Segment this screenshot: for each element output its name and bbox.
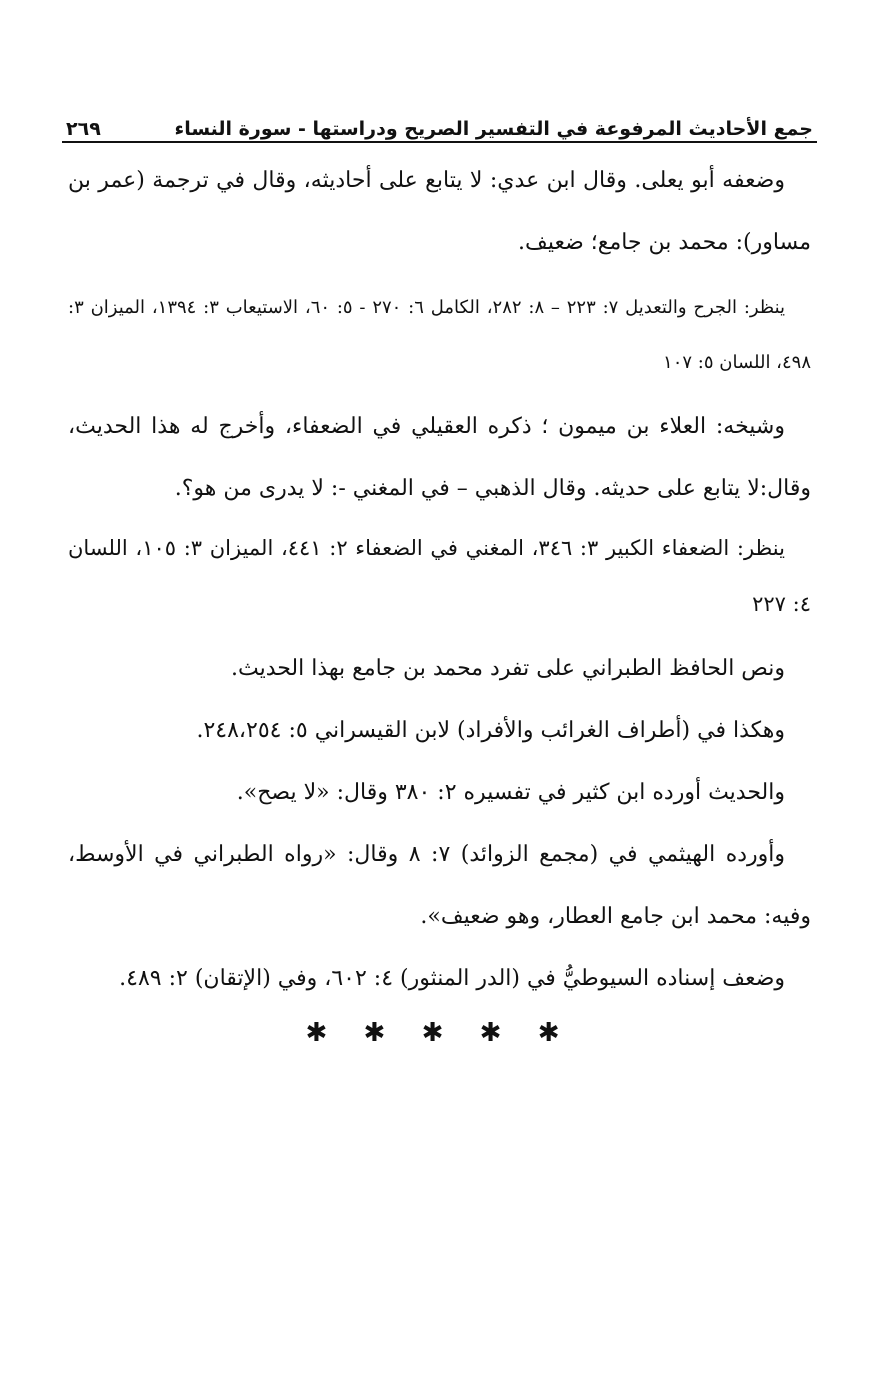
paragraph-shaykh: وشيخه: العلاء بن ميمون ؛ ذكره العقيلي في الضعفاء، وأخرج له هذا الحديث، وقال:لا يتابع على حديثه. وقال الذهبي – في المغني -: لا يدرى من هو؟.: [68, 414, 811, 501]
paragraph-tabarani: ونص الحافظ الطبراني على تفرد محمد بن جامع بهذا الحديث.: [230, 656, 785, 681]
section-separator-stars: ✱ ✱ ✱ ✱ ✱: [305, 1018, 574, 1048]
body-text: [68, 150, 811, 1048]
paragraph-atraf: وهكذا في (أطراف الغرائب والأفراد) لابن القيسراني ٥: ٢٤٨،٢٥٤.: [196, 718, 785, 743]
page-number: ٢٦٩: [66, 118, 101, 140]
running-header: [66, 112, 813, 140]
header-rule: [62, 141, 817, 143]
paragraph-weakness-note: وضعفه أبو يعلى. وقال ابن عدي: لا يتابع على أحاديثه، وقال في ترجمة (عمر بن مساور): محمد بن جامع؛ ضعيف.: [68, 168, 811, 255]
paragraph-ibn-kathir: والحديث أورده ابن كثير في تفسيره ٢: ٣٨٠ وقال: «لا يصح».: [236, 780, 785, 805]
reference-list-1: ينظر: الجرح والتعديل ٧: ٢٢٣ – ٨: ٢٨٢، الكامل ٦: ٢٧٠ - ٥: ٦٠، الاستيعاب ٣: ١٣٩٤، الميزان ٣: ٤٩٨، اللسان ٥: ١٠٧: [68, 297, 811, 373]
paragraph-suyuti: وضعف إسناده السيوطيُّ في (الدر المنثور) ٤: ٦٠٢، وفي (الإتقان) ٢: ٤٨٩.: [119, 966, 785, 991]
reference-list-2: ينظر: الضعفاء الكبير ٣: ٣٤٦، المغني في الضعفاء ٢: ٤٤١، الميزان ٣: ١٠٥، اللسان ٤: ٢٢٧: [68, 536, 811, 616]
paragraph-haythami: وأورده الهيثمي في (مجمع الزوائد) ٧: ٨ وقال: «رواه الطبراني في الأوسط، وفيه: محمد ابن جامع العطار، وهو ضعيف».: [68, 842, 811, 929]
header-title: جمع الأحاديث المرفوعة في التفسير الصريح ودراستها - سورة النساء: [174, 118, 813, 140]
